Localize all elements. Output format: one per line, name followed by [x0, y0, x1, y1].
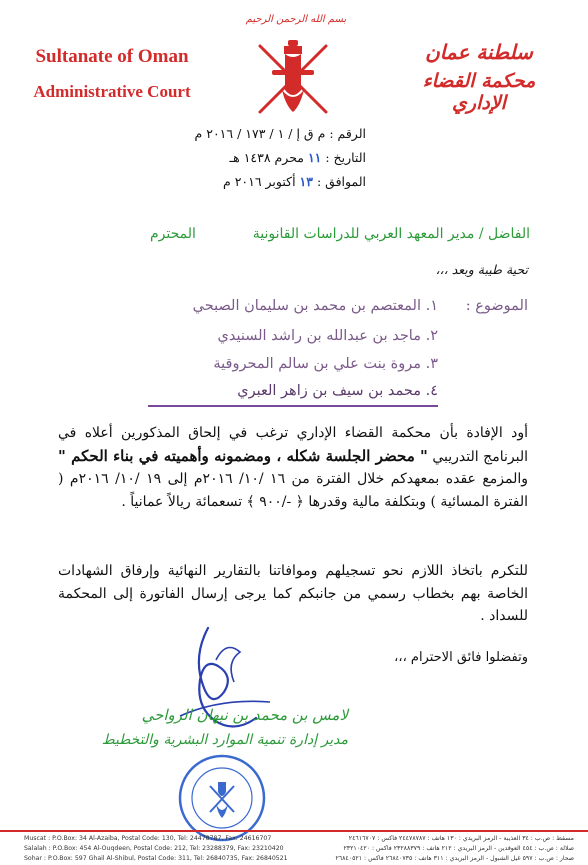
body-paragraph-2: للتكرم باتخاذ اللازم نحو تسجيلهم وموافاتنا بالتقارير النهائية وإرفاق الشهادات الخاصة بهم بخطاب رسمي من جانبكم كما يرجى إرسال الفاتورة إلى المحكمة للسداد .	[58, 563, 528, 624]
footer-address-arabic: صلالة : ص.ب : ٤٥٤ العوقدين - الرمز البريدي : ٢١٢ هاتف : ٢٣٢٨٨٣٧٩ فاكس : ٢٣٢١٠٤٢٠	[343, 845, 574, 852]
footer-address-english: Salalah : P.O.Box: 454 Al-Ouqdeen, Postal Code: 212, Tel: 23288379, Fax: 23210420	[24, 845, 284, 852]
body-text: أود الإفادة بأن محكمة القضاء الإداري ترغب في إلحاق المذكورين أعلاه في البرنامج التدريبي	[58, 425, 528, 465]
body-text: والمزمع عقده بمعهدكم خلال الفترة من ١٦ /١٠/ ٢٠١٦م إلى ١٩ /١٠/ ٢٠١٦م ( الفترة المسائية ) وبتكلفة مالية وقدرها ﴿ -/٩٠٠ ﴾ تسعمائة ريالاً عمانياً .	[58, 471, 529, 510]
reference-date	[229, 150, 366, 165]
reference-number-value: م ق إ / ١ / ١٧٣ / ٢٠١٦ م	[194, 126, 326, 141]
closing-line: وتفضلوا فائق الاحترام ،،،	[394, 650, 528, 665]
court-subtitle-english: Administrative Court	[33, 82, 191, 101]
court-subtitle-arabic: محكمة القضاء الإداري	[422, 70, 536, 114]
program-title: " محضر الجلسة شكله ، ومضمونه وأهميته في بناء الحكم "	[58, 446, 428, 465]
court-name-arabic: سلطنة عمان	[425, 40, 533, 64]
subject-label: الموضوع :	[465, 298, 528, 314]
reference-date-day: ١١	[307, 150, 322, 165]
reference-number-label: الرقم :	[329, 126, 366, 141]
footer-address-english: Muscat : P.O.Box: 34 Al-Azaiba, Postal Code: 130, Tel: 24478787, Fax: 24616707	[24, 835, 272, 842]
footer-address-arabic: صحار : ص.ب : ٥٩٧ غيل الشبول - الرمز البريدي : ٣١١ هاتف : ٢٦٨٤٠٧٣٥ فاكس : ٢٦٨٤٠٥٢١	[335, 855, 574, 862]
footer-address-arabic: مسقط : ص.ب : ٣٤ العذيبة - الرمز البريدي : ١٣٠ هاتف : ٢٤٤٧٨٧٨٧ فاكس : ٢٤٦١٦٧٠٧	[348, 835, 574, 842]
subject-item: ١. المعتصم بن محمد بن سليمان الصبحي	[192, 298, 438, 314]
subject-item: ٣. مروة بنت علي بن سالم المحروقية	[213, 356, 438, 372]
reference-gregorian-label: الموافق :	[316, 174, 366, 189]
footer-address-english: Sohar : P.O.Box: 597 Ghail Al-Shibul, Postal Code: 311, Tel: 26840735, Fax: 26840521	[24, 855, 288, 862]
reference-date-label: التاريخ :	[325, 150, 366, 165]
reference-gregorian-rest: أكتوبر ٢٠١٦ م	[222, 174, 296, 189]
reference-gregorian-date	[223, 174, 366, 189]
signatory-title: مدير إدارة تنمية الموارد البشرية والتخطيط	[101, 732, 348, 748]
reference-number	[195, 126, 366, 141]
reference-gregorian-day: ١٣	[299, 174, 313, 189]
reference-date-rest: محرم ١٤٣٨ هـ	[229, 150, 304, 165]
court-name-english: Sultanate of Oman	[35, 46, 189, 67]
basmala: بسم الله الرحمن الرحيم	[245, 14, 347, 25]
addressee: الفاضل / مدير المعهد العربي للدراسات القانونية	[252, 226, 530, 242]
national-emblem-icon	[248, 32, 338, 122]
honorific: المحترم	[150, 226, 196, 242]
body-paragraph-1	[58, 422, 528, 513]
signatory-name: لامس بن محمد بن نبهان الرواحي	[141, 706, 348, 724]
footer-divider	[0, 830, 588, 832]
subject-underline	[148, 405, 438, 407]
subject-item: ٢. ماجد بن عبدالله بن راشد السنيدي	[217, 328, 438, 344]
greeting: تحية طيبة وبعد ،،،	[435, 262, 528, 277]
subject-item: ٤. محمد بن سيف بن زاهر العبري	[237, 383, 438, 399]
